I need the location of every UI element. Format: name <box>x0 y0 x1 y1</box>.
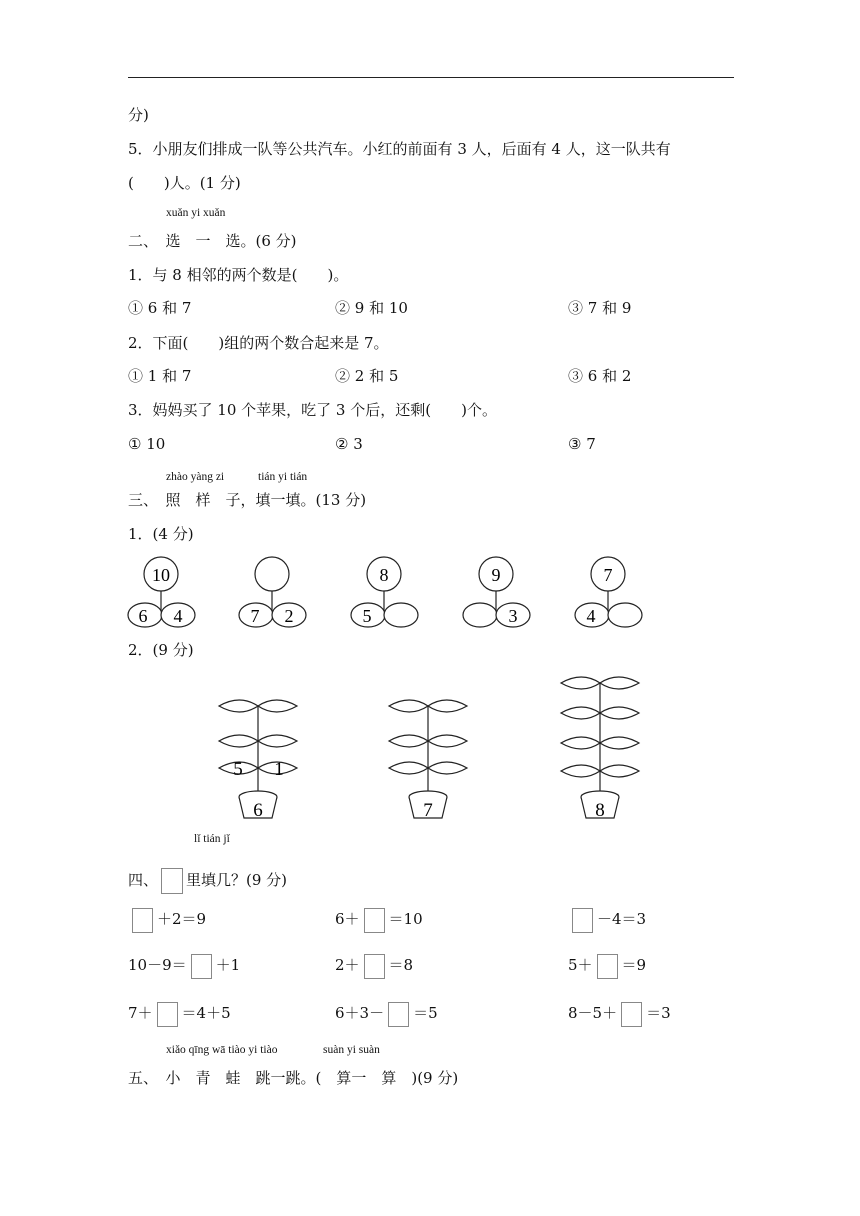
s2-q2-option-3: ③ 6 和 2 <box>568 367 632 385</box>
answer-box[interactable] <box>597 954 618 979</box>
s2-q2-option-2: ② 2 和 5 <box>335 367 399 385</box>
s2-q1-stem: 1．与 8 相邻的两个数是( )。 <box>128 266 349 284</box>
s2-q1-option-2: ② 9 和 10 <box>335 299 408 317</box>
section4-heading <box>128 866 287 894</box>
section3-part1-label: 1．(4 分) <box>128 525 194 543</box>
plant-1-pot-value: 6 <box>253 800 263 821</box>
number-tree-1 <box>128 557 195 627</box>
plant-1-right-leaf-value: 1 <box>274 759 284 780</box>
equation-r3-c3: 8－5＋ ＝3 <box>568 999 671 1027</box>
answer-box[interactable] <box>572 908 593 933</box>
answer-box[interactable] <box>157 1002 178 1027</box>
section4-heading-text: 里填几？(9 分) <box>186 871 288 889</box>
section3-heading: 三、 照 样 子，填一填。(13 分) <box>128 491 367 509</box>
section5-pinyin-1: xiǎo qīng wā tiào yi tiào <box>166 1044 278 1056</box>
answer-box[interactable] <box>388 1002 409 1027</box>
number-tree-3 <box>351 557 418 627</box>
answer-box[interactable] <box>191 954 212 979</box>
question-5-line1: 5．小朋友们排成一队等公共汽车。小红的前面有 3 人，后面有 4 人，这一队共有 <box>128 140 671 158</box>
section5-heading: 五、 小 青 蛙 跳一跳。( 算一 算 )(9 分) <box>128 1069 459 1087</box>
number-tree-4 <box>463 557 530 627</box>
answer-box[interactable] <box>621 1002 642 1027</box>
tree-3-left-value: 5 <box>362 606 372 626</box>
tree-5-left-value: 4 <box>586 606 596 626</box>
section3-pinyin-2: tián yi tián <box>258 471 308 483</box>
question-5-line2: ( )人。(1 分) <box>128 174 241 192</box>
number-tree-2 <box>239 557 306 627</box>
s2-q2-stem: 2．下面( )组的两个数合起来是 7。 <box>128 334 389 352</box>
section4-heading-number: 四、 <box>128 871 159 889</box>
tree-1-right-value: 4 <box>173 606 183 626</box>
number-tree-5 <box>575 557 642 627</box>
flower-pot-plant-3 <box>561 677 639 818</box>
tree-4-right-value: 3 <box>508 606 518 626</box>
equation-r1-c2: 6＋ ＝10 <box>335 905 423 933</box>
section3-pinyin-1: zhào yàng zi <box>166 471 225 483</box>
s2-q1-option-3: ③ 7 和 9 <box>568 299 632 317</box>
tree-4-top-value: 9 <box>491 565 501 585</box>
continued-fragment: 分) <box>128 106 149 124</box>
s2-q3-option-2: ② 3 <box>335 435 363 453</box>
equation-r3-c2: 6＋3－ ＝5 <box>335 999 438 1027</box>
tree-5-top-value: 7 <box>603 565 613 585</box>
equation-r1-c3: －4＝3 <box>568 905 646 933</box>
plant-3-pot-value: 8 <box>595 800 605 821</box>
equation-r2-c2: 2＋ ＝8 <box>335 951 413 979</box>
s2-q1-option-1: ① 6 和 7 <box>128 299 192 317</box>
answer-box[interactable] <box>364 908 385 933</box>
s2-q3-stem: 3．妈妈买了 10 个苹果，吃了 3 个后，还剩( )个。 <box>128 401 497 419</box>
tree-1-top-value: 10 <box>152 565 170 585</box>
s2-q3-option-1: ① 10 <box>128 435 166 453</box>
answer-box[interactable] <box>132 908 153 933</box>
section4-pinyin: lǐ tián jǐ <box>194 833 230 845</box>
tree-2-left-value: 7 <box>250 606 260 626</box>
equation-r2-c1: 10－9＝ ＋1 <box>128 951 240 979</box>
equation-r1-c1: ＋2＝9 <box>128 905 206 933</box>
s2-q3-option-3: ③ 7 <box>568 435 596 453</box>
tree-1-left-value: 6 <box>138 606 148 626</box>
plant-1-left-leaf-value: 5 <box>233 759 243 780</box>
section3-part2-label: 2．(9 分) <box>128 641 194 659</box>
equation-r3-c1: 7＋ ＝4＋5 <box>128 999 231 1027</box>
section2-heading: 二、 选 一 选。(6 分) <box>128 232 297 250</box>
tree-3-top-value: 8 <box>379 565 389 585</box>
tree-2-right-value: 2 <box>284 606 294 626</box>
section5-pinyin-2: suàn yi suàn <box>323 1044 380 1056</box>
section2-pinyin: xuǎn yi xuǎn <box>166 207 226 219</box>
answer-box[interactable] <box>364 954 385 979</box>
s2-q2-option-1: ① 1 和 7 <box>128 367 192 385</box>
plant-2-pot-value: 7 <box>423 800 433 821</box>
equation-r2-c3: 5＋ ＝9 <box>568 951 646 979</box>
answer-box-icon <box>161 868 183 894</box>
